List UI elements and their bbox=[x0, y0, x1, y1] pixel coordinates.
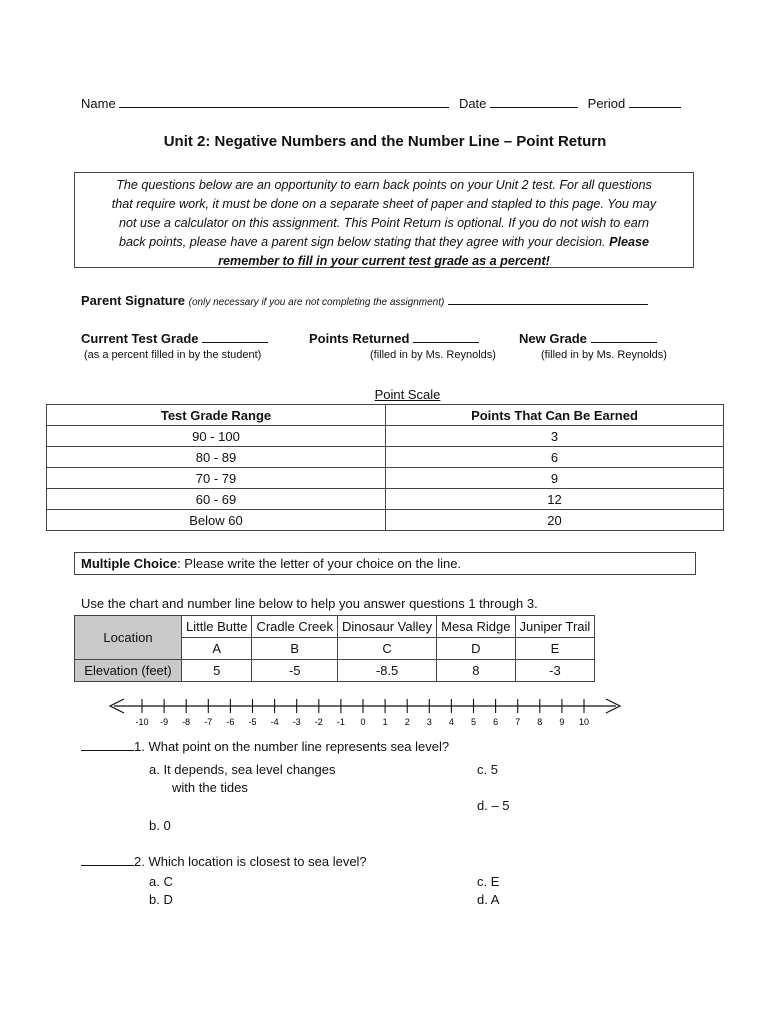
number-line-label: 0 bbox=[360, 717, 366, 727]
multiple-choice-label: Multiple Choice bbox=[81, 556, 178, 571]
grade-range-cell: 80 - 89 bbox=[47, 447, 386, 468]
instructions-text: back points, please have a parent sign below stating that they agree with your decision. bbox=[119, 235, 606, 249]
points-cell: 3 bbox=[386, 426, 724, 447]
location-header: Location bbox=[75, 616, 182, 660]
number-line-label: -6 bbox=[226, 717, 235, 727]
number-line-label: -3 bbox=[292, 717, 301, 727]
location-letter: C bbox=[338, 638, 437, 660]
location-name: Dinosaur Valley bbox=[338, 616, 437, 638]
instructions-line bbox=[83, 233, 685, 252]
number-line-label: -5 bbox=[248, 717, 257, 727]
location-name: Little Butte bbox=[182, 616, 252, 638]
name-label: Name bbox=[81, 96, 116, 111]
chart-intro: Use the chart and number line below to help you answer questions 1 through 3. bbox=[81, 596, 538, 611]
choice-c: c. 5 bbox=[477, 762, 498, 777]
points-returned bbox=[309, 330, 479, 346]
multiple-choice-box bbox=[74, 552, 696, 575]
number-line bbox=[100, 694, 630, 728]
point-scale-caption: Point Scale bbox=[374, 387, 441, 402]
period-label: Period bbox=[587, 96, 626, 111]
multiple-choice-text: : Please write the letter of your choice on the line. bbox=[177, 556, 462, 571]
table-row bbox=[75, 616, 595, 638]
parent-signature-label: Parent Signature bbox=[81, 293, 186, 308]
elevation-value: -5 bbox=[252, 660, 338, 682]
number-line-label: 1 bbox=[382, 717, 388, 727]
number-line-label: 7 bbox=[515, 717, 521, 727]
number-line-label: -1 bbox=[336, 717, 345, 727]
number-line-label: -8 bbox=[182, 717, 191, 727]
points-cell: 6 bbox=[386, 447, 724, 468]
table-header-row bbox=[47, 405, 724, 426]
points-returned-label: Points Returned bbox=[309, 331, 410, 346]
answer-blank[interactable] bbox=[81, 739, 134, 751]
choice-c: c. E bbox=[477, 874, 500, 889]
instructions-emphasis: Please bbox=[609, 235, 649, 249]
question-1 bbox=[81, 739, 449, 754]
location-letter: B bbox=[252, 638, 338, 660]
column-header: Test Grade Range bbox=[47, 405, 386, 426]
parent-signature-row bbox=[81, 292, 691, 308]
grade-range-cell: 70 - 79 bbox=[47, 468, 386, 489]
number-line-label: -10 bbox=[135, 717, 149, 727]
grade-range-cell: 60 - 69 bbox=[47, 489, 386, 510]
name-field[interactable] bbox=[119, 95, 449, 108]
instructions-line: The questions below are an opportunity to earn back points on your Unit 2 test. For all questions bbox=[116, 178, 652, 192]
choice-a: a. It depends, sea level changes bbox=[149, 762, 336, 777]
location-letter: D bbox=[437, 638, 515, 660]
elevation-table bbox=[74, 615, 595, 682]
instructions-line bbox=[83, 252, 685, 271]
points-cell: 12 bbox=[386, 489, 724, 510]
current-grade bbox=[81, 330, 268, 346]
date-label: Date bbox=[458, 96, 487, 111]
elevation-value: -8.5 bbox=[338, 660, 437, 682]
new-grade-label: New Grade bbox=[519, 331, 587, 346]
number-line-label: -7 bbox=[204, 717, 213, 727]
question-2 bbox=[81, 854, 367, 869]
choice-a: a. C bbox=[149, 874, 173, 889]
instructions-emphasis: remember to fill in your current test grade as a percent! bbox=[218, 254, 550, 268]
location-name: Cradle Creek bbox=[252, 616, 338, 638]
question-stem: 2. Which location is closest to sea level? bbox=[134, 854, 367, 869]
grade-range-cell: Below 60 bbox=[47, 510, 386, 531]
choice-a-continued: with the tides bbox=[172, 780, 248, 795]
new-grade-note: (filled in by Ms. Reynolds) bbox=[541, 349, 667, 361]
number-line-label: -4 bbox=[270, 717, 279, 727]
point-scale-table bbox=[46, 404, 724, 531]
location-letter: E bbox=[515, 638, 595, 660]
number-line-label: 3 bbox=[426, 717, 432, 727]
points-returned-note: (filled in by Ms. Reynolds) bbox=[370, 349, 496, 361]
number-line-label: 6 bbox=[493, 717, 499, 727]
elevation-value: -3 bbox=[515, 660, 595, 682]
parent-signature-note: (only necessary if you are not completing the assignment) bbox=[188, 297, 445, 308]
location-letter: A bbox=[182, 638, 252, 660]
instructions-box bbox=[74, 172, 694, 268]
points-returned-field[interactable] bbox=[413, 330, 479, 343]
choice-d: d. – 5 bbox=[477, 798, 510, 813]
number-line-label: 9 bbox=[559, 717, 565, 727]
table-row bbox=[75, 660, 595, 682]
table-row bbox=[47, 489, 724, 510]
instructions-line: not use a calculator on this assignment. This Point Return is optional. If you do not wish to earn bbox=[119, 216, 649, 230]
elevation-value: 8 bbox=[437, 660, 515, 682]
number-line-label: 4 bbox=[448, 717, 454, 727]
location-name: Mesa Ridge bbox=[437, 616, 515, 638]
table-row bbox=[47, 468, 724, 489]
points-cell: 20 bbox=[386, 510, 724, 531]
current-grade-note: (as a percent filled in by the student) bbox=[84, 349, 262, 361]
choice-b: b. 0 bbox=[149, 818, 171, 833]
new-grade-field[interactable] bbox=[591, 330, 657, 343]
table-row bbox=[47, 447, 724, 468]
points-cell: 9 bbox=[386, 468, 724, 489]
elevation-header: Elevation (feet) bbox=[75, 660, 182, 682]
parent-signature-field[interactable] bbox=[448, 292, 648, 305]
page-title: Unit 2: Negative Numbers and the Number Line – Point Return bbox=[163, 133, 607, 150]
date-field[interactable] bbox=[490, 95, 578, 108]
question-stem: 1. What point on the number line represents sea level? bbox=[134, 739, 450, 754]
new-grade bbox=[519, 330, 657, 346]
choice-b: b. D bbox=[149, 892, 173, 907]
period-field[interactable] bbox=[629, 95, 681, 108]
number-line-label: -9 bbox=[160, 717, 169, 727]
current-grade-label: Current Test Grade bbox=[81, 331, 199, 346]
number-line-label: 8 bbox=[537, 717, 543, 727]
header-row bbox=[81, 95, 681, 111]
instructions-line: that require work, it must be done on a separate sheet of paper and stapled to this page. You may bbox=[111, 197, 657, 211]
number-line-label: 5 bbox=[470, 717, 477, 727]
location-name: Juniper Trail bbox=[515, 616, 595, 638]
table-row bbox=[47, 510, 724, 531]
number-line-label: 10 bbox=[578, 717, 590, 727]
column-header: Points That Can Be Earned bbox=[386, 405, 724, 426]
grade-range-cell: 90 - 100 bbox=[47, 426, 386, 447]
answer-blank[interactable] bbox=[81, 854, 134, 866]
number-line-label: 2 bbox=[404, 717, 410, 727]
choice-d: d. A bbox=[477, 892, 500, 907]
elevation-value: 5 bbox=[182, 660, 252, 682]
number-line-label: -2 bbox=[314, 717, 323, 727]
current-grade-field[interactable] bbox=[202, 330, 268, 343]
table-row bbox=[47, 426, 724, 447]
